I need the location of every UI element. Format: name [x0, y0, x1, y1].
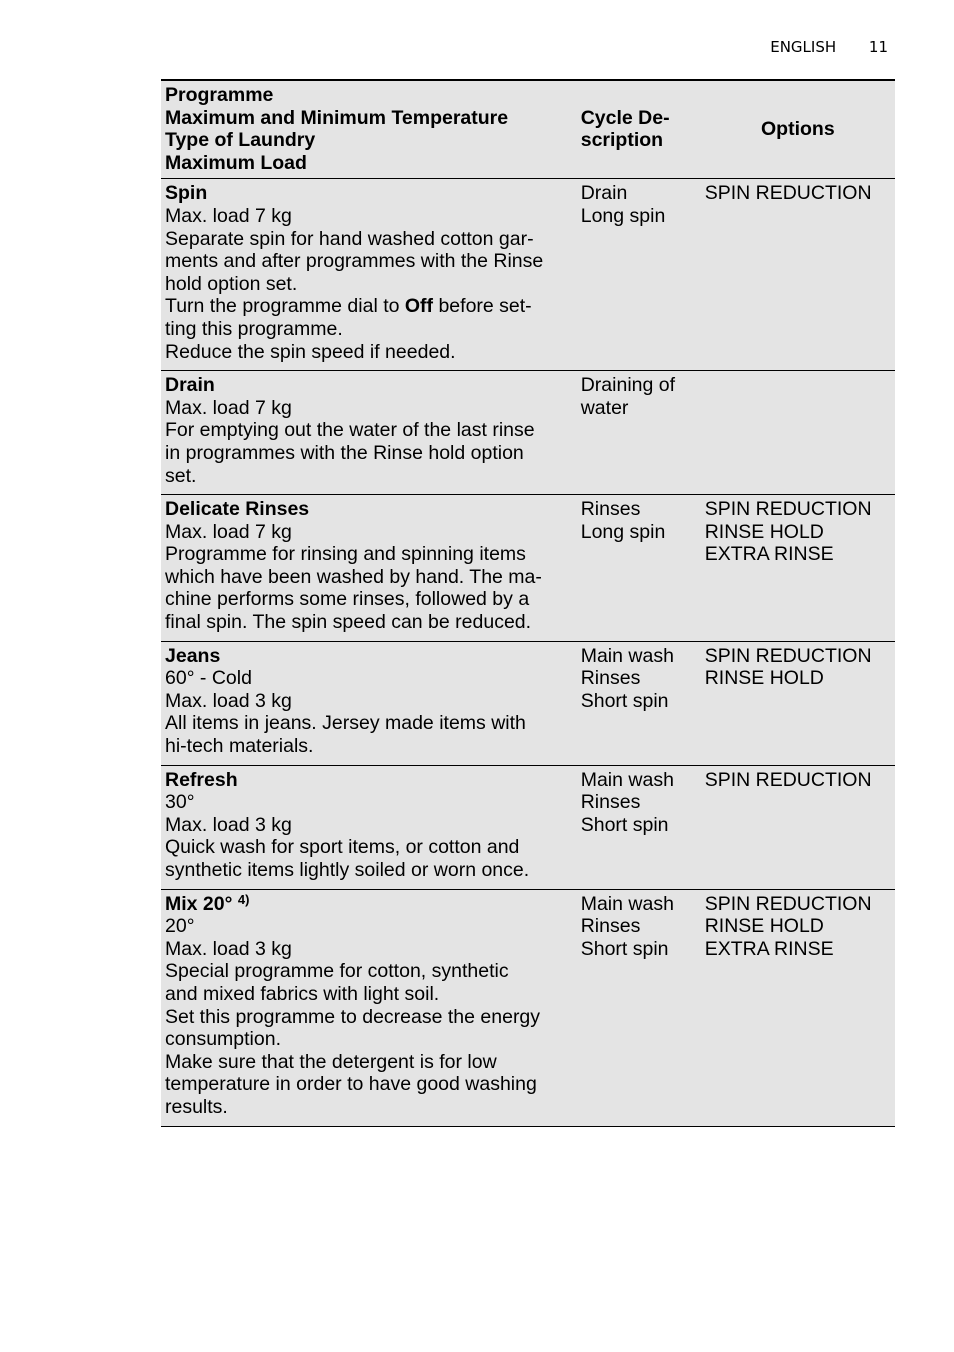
table-row: [161, 641, 895, 765]
cycle-cell: [571, 765, 701, 889]
table-row: [161, 765, 895, 889]
cycle-step: water: [580, 396, 629, 419]
options-cell: [701, 641, 895, 765]
cycle-cell: [571, 641, 701, 765]
option-item: RINSE HOLD: [704, 667, 824, 690]
programme-cell: [161, 765, 571, 889]
header-line: Programme: [165, 84, 274, 106]
programme-title-with-footnote: [165, 893, 567, 916]
programme-line: Max. load 3 kg: [165, 689, 292, 712]
option-item: RINSE HOLD: [704, 520, 824, 543]
option-item: EXTRA RINSE: [704, 937, 834, 960]
table-row: [161, 371, 895, 495]
programme-line: ments and after programmes with the Rinse: [165, 250, 544, 273]
option-item: SPIN REDUCTION: [704, 892, 872, 915]
cycle-step: Short spin: [580, 937, 669, 960]
programme-title: Delicate Rinses: [165, 498, 310, 521]
programme-line: Max. load 7 kg: [165, 520, 292, 543]
programme-line: hi-tech materials.: [165, 735, 314, 758]
cycle-step: Rinses: [580, 915, 641, 938]
off-label: Off: [404, 295, 434, 318]
programme-line: Make sure that the detergent is for low: [165, 1050, 497, 1073]
programme-line: All items in jeans. Jersey made items with: [165, 712, 526, 735]
cycle-step: Rinses: [580, 791, 641, 814]
table-row: [161, 179, 895, 371]
cycle-step: Short spin: [580, 813, 669, 836]
cycle-step: Long spin: [580, 520, 666, 543]
header-options: Options: [761, 117, 835, 140]
programme-line: in programmes with the Rinse hold option: [165, 441, 524, 464]
header-line: Maximum Load: [165, 151, 307, 174]
programme-line: Quick wash for sport items, or cotton and: [165, 836, 520, 859]
cycle-step: Main wash: [580, 768, 674, 791]
option-item: RINSE HOLD: [704, 915, 824, 938]
header-cycle-description: [571, 80, 701, 179]
option-item: SPIN REDUCTION: [704, 498, 872, 521]
programme-line: and mixed fabrics with light soil.: [165, 982, 440, 1005]
programme-line: consumption.: [165, 1028, 281, 1051]
header-line: scription: [580, 129, 664, 152]
programme-title: Refresh: [165, 768, 238, 791]
options-cell: [701, 889, 895, 1126]
programme-cell: [161, 889, 571, 1126]
programme-line: Max. load 7 kg: [165, 396, 292, 419]
cycle-step: Main wash: [580, 892, 674, 915]
page-number: 11: [868, 38, 888, 56]
options-cell: [701, 371, 895, 495]
page-header: [770, 38, 888, 56]
programme-line: temperature in order to have good washing: [165, 1073, 537, 1096]
programme-line: 30°: [165, 791, 195, 814]
programme-line: Max. load 3 kg: [165, 813, 292, 836]
cycle-step: Rinses: [580, 667, 641, 690]
programme-line: Separate spin for hand washed cotton gar-: [165, 227, 534, 250]
programme-line: ting this programme.: [165, 317, 343, 340]
cycle-step: Drain: [580, 182, 628, 205]
programme-title: Spin: [165, 182, 208, 205]
programme-line: hold option set.: [165, 272, 298, 295]
options-cell: [701, 495, 895, 642]
text-fragment: Turn the programme dial to: [165, 295, 405, 318]
option-item: SPIN REDUCTION: [704, 768, 872, 791]
programme-line: set.: [165, 464, 197, 487]
programme-line: 20°: [165, 915, 195, 938]
cycle-step: Main wash: [580, 644, 674, 667]
table-header-row: [161, 80, 895, 179]
cycle-step: Draining of: [580, 374, 676, 397]
header-line: Type of Laundry: [165, 129, 316, 152]
programme-line: Programme for rinsing and spinning items: [165, 543, 526, 566]
programme-line: Max. load 7 kg: [165, 204, 292, 227]
header-line: Maximum and Minimum Temperature: [165, 106, 509, 129]
cycle-cell: [571, 371, 701, 495]
header-line: Cycle De-: [580, 106, 670, 129]
header-programme: [161, 80, 571, 179]
cycle-step: Rinses: [580, 498, 641, 521]
language-label: ENGLISH: [770, 38, 837, 56]
programme-title: Mix 20°: [165, 892, 233, 915]
programme-cell: [161, 641, 571, 765]
programme-line: 60° - Cold: [165, 667, 252, 690]
programme-line: final spin. The spin speed can be reduced.: [165, 611, 532, 634]
programme-cell: [161, 179, 571, 371]
cycle-step: Short spin: [580, 689, 669, 712]
options-cell: [701, 179, 895, 371]
option-item: EXTRA RINSE: [704, 543, 834, 566]
cycle-cell: [571, 889, 701, 1126]
programme-line: which have been washed by hand. The ma-: [165, 565, 542, 588]
programme-table: [161, 79, 895, 1127]
text-fragment: before set-: [433, 295, 532, 318]
programme-line: synthetic items lightly soiled or worn once.: [165, 859, 530, 881]
programme-cell: [161, 495, 571, 642]
programme-cell: [161, 371, 571, 495]
programme-line: Reduce the spin speed if needed.: [165, 340, 456, 363]
table-row: [161, 495, 895, 642]
cycle-cell: [571, 495, 701, 642]
programme-line-rich: [165, 295, 567, 318]
cycle-step: Long spin: [580, 204, 666, 227]
option-item: SPIN REDUCTION: [704, 644, 872, 667]
programme-line: Special programme for cotton, synthetic: [165, 960, 509, 983]
footnote-marker: 4): [237, 891, 250, 907]
programme-line: results.: [165, 1095, 228, 1118]
programme-line: Set this programme to decrease the energy: [165, 1005, 541, 1028]
options-cell: [701, 765, 895, 889]
option-item: SPIN REDUCTION: [704, 182, 872, 205]
programme-line: chine performs some rinses, followed by a: [165, 588, 530, 611]
programme-title: Jeans: [165, 644, 221, 667]
programme-line: Max. load 3 kg: [165, 937, 292, 960]
table-row: [161, 889, 895, 1126]
programme-line: For emptying out the water of the last rinse: [165, 419, 535, 442]
cycle-cell: [571, 179, 701, 371]
programme-title: Drain: [165, 374, 215, 397]
